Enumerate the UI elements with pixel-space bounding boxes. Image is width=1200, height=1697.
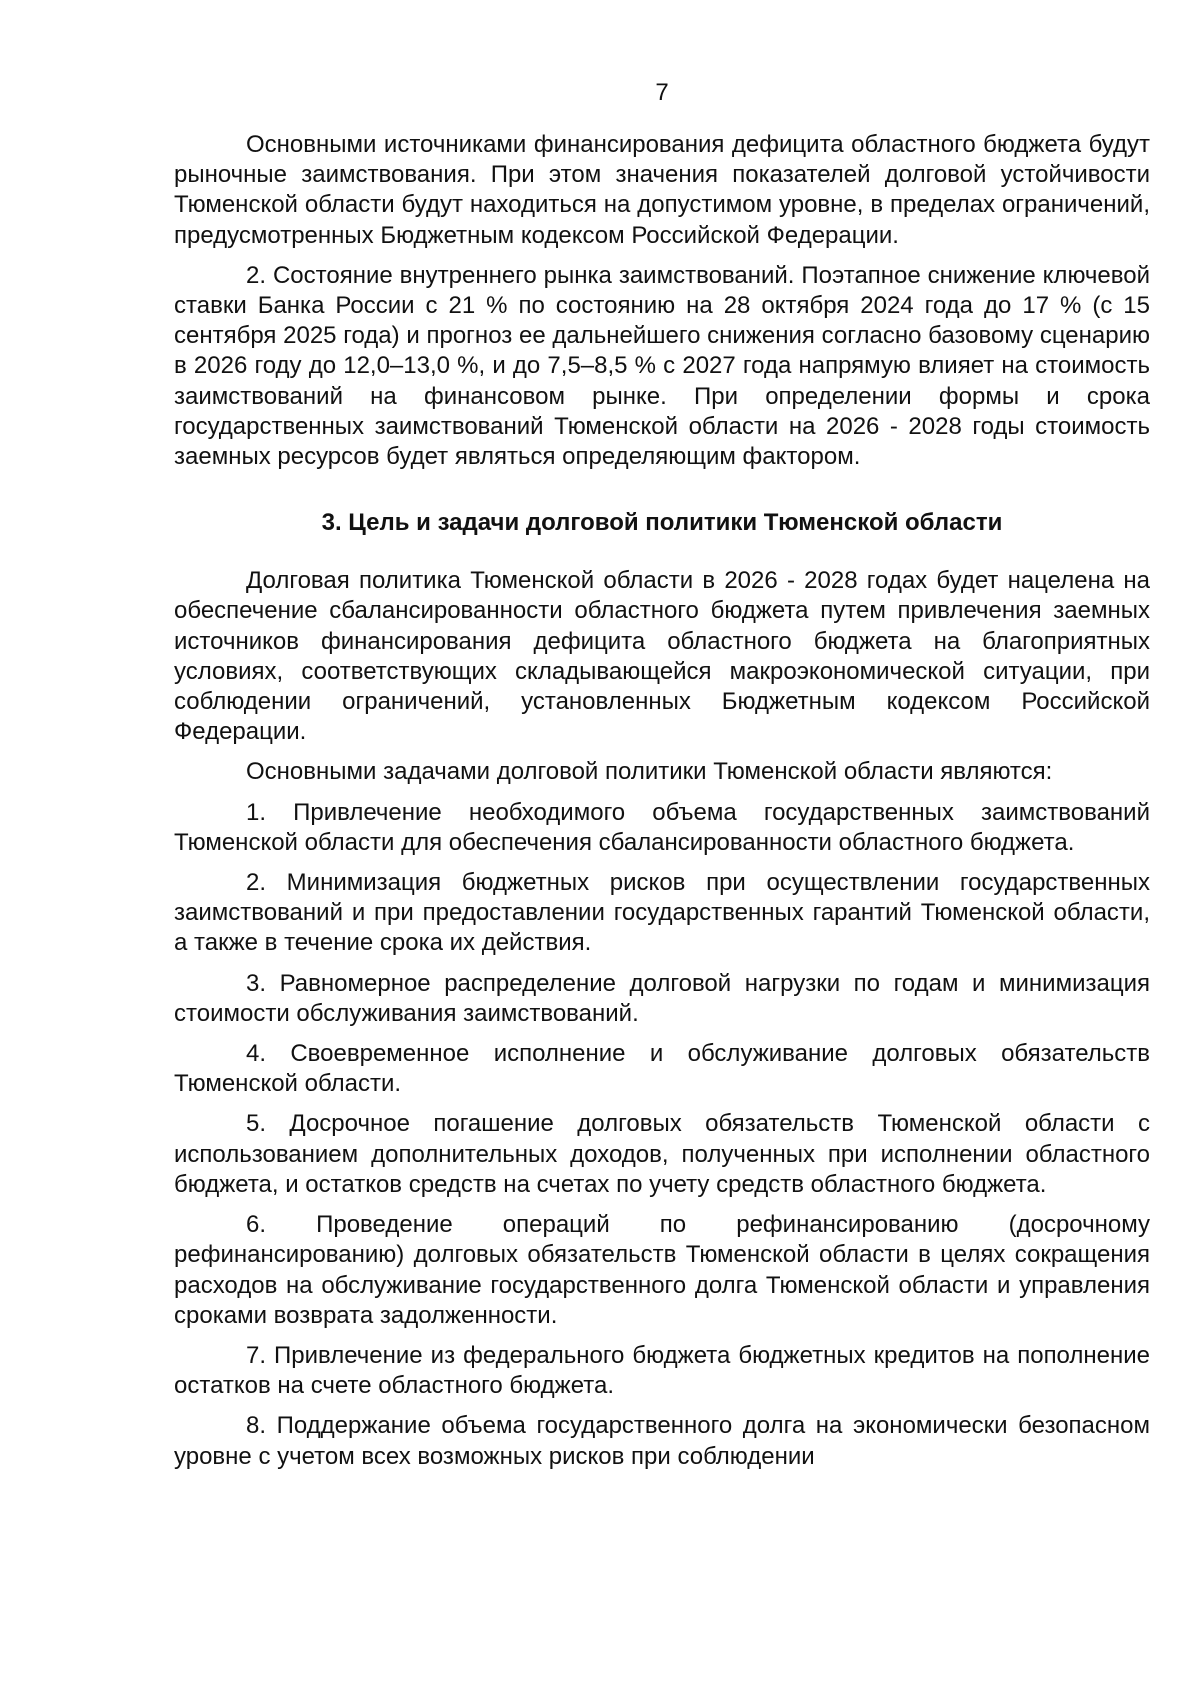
task-item-2: 2. Минимизация бюджетных рисков при осуществлении государственных заимствований и при предоставлении государственных гарантий Тюменской области, а также в течение срока их действия.: [174, 869, 1150, 957]
task-item-5: 5. Досрочное погашение долговых обязательств Тюменской области с использованием дополнительных доходов, полученных при исполнении областного бюджета, и остатков средств на счетах по учету средств областного бюджета.: [174, 1110, 1150, 1198]
task-item-8: 8. Поддержание объема государственного долга на экономически безопасном уровне с учетом всех возможных рисков при соблюдении: [174, 1412, 1150, 1470]
paragraph-tasks-intro: Основными задачами долговой политики Тюменской области являются:: [246, 758, 1053, 786]
paragraph-borrowing-market: 2. Состояние внутреннего рынка заимствований. Поэтапное снижение ключевой ставки Банка России с 21 % по состоянию на 28 октября 2024 года до 17 % (с 15 сентября 2025 года) и прогноз ее дальнейшего снижения согласно базовому сценарию в 2026 году до 12,0–13,0 %, и до 7,5–8,5 % с 2027 года напрямую влияет на стоимость заимствований на финансовом рынке. При определении формы и срока государственных заимствований Тюменской области на 2026 - 2028 годы стоимость заемных ресурсов будет являться определяющим фактором.: [174, 261, 1150, 471]
section-heading: 3. Цель и задачи долговой политики Тюменской области: [321, 509, 1003, 537]
document-page: [174, 78, 1150, 1482]
paragraph-debt-policy-goal: Долговая политика Тюменской области в 2026 - 2028 годах будет нацелена на обеспечение сбалансированности областного бюджета путем привлечения заемных источников финансирования дефицита областного бюджета на благоприятных условиях, соответствующих складывающейся макроэкономической ситуации, при соблюдении ограничений, установленных Бюджетным кодексом Российской Федерации.: [174, 567, 1150, 746]
page-number: 7: [655, 79, 669, 106]
task-item-3: 3. Равномерное распределение долговой нагрузки по годам и минимизация стоимости обслуживания заимствований.: [174, 969, 1150, 1027]
task-item-7: 7. Привлечение из федерального бюджета бюджетных кредитов на пополнение остатков на счете областного бюджета.: [174, 1341, 1150, 1400]
paragraph-financing-sources: Основными источниками финансирования дефицита областного бюджета будут рыночные заимствования. При этом значения показателей долговой устойчивости Тюменской области будут находиться на допустимом уровне, в пределах ограничений, предусмотренных Бюджетным кодексом Российской Федерации.: [174, 131, 1150, 249]
task-item-4: 4. Своевременное исполнение и обслуживание долговых обязательств Тюменской области.: [174, 1040, 1150, 1098]
task-item-1: 1. Привлечение необходимого объема государственных заимствований Тюменской области для обеспечения сбалансированности областного бюджета.: [174, 798, 1150, 856]
task-item-6: 6. Проведение операций по рефинансированию (досрочному рефинансированию) долговых обязательств Тюменской области в целях сокращения расходов на обслуживание государственного долга Тюменской области и управления сроками возврата задолженности.: [174, 1211, 1150, 1329]
